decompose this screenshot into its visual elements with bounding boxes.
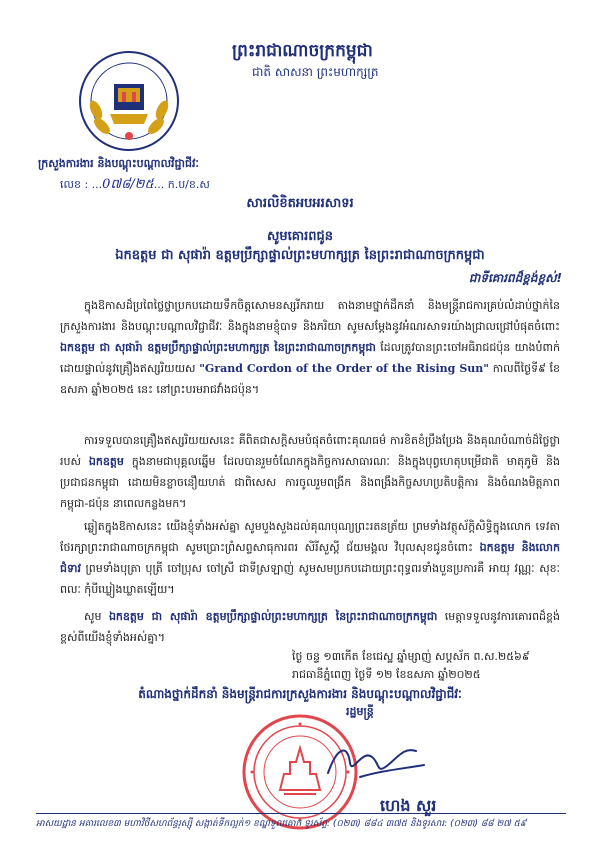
solar-date: រាជធានីភ្នំពេញ ថ្ងៃទី ១២ ខែឧសភា ឆ្នាំ២០២៥ [292, 668, 481, 681]
greeting: ជាទីគោរពដ៏ខ្ពង់ខ្ពស់! [468, 271, 562, 285]
paragraph-4 [60, 606, 560, 648]
signatory-name: ហេង សួរ [380, 796, 437, 815]
footer-divider [36, 813, 566, 814]
p2-text-b: ក្នុងនាមជាបុគ្គលឆ្នើម ដែលបានរួមចំណែកក្នុងកិច្ចការសាធារណៈ និងក្នុងបុព្វហេតុបម្រើជាតិ មាតុភូមិ និងប្រជាជនកម្ពុជា ដោយមិនខ្លាចនឿយហត់ ជាពិសេស ការចូលរួមពង្រីក និងពង្រឹងកិច្ចសហប្រតិបត្តិការ និងចំណងមិត្តភាពកម្ពុជា-ជប៉ុន នាពេលកន្លងមក។ [60, 455, 561, 510]
p1-recipient-name: ឯកឧត្តម ជា សុផារ៉ា ឧត្តមប្រឹក្សាផ្ទាល់ព្រះមហាក្សត្រ នៃព្រះរាជាណាចក្រកម្ពុជា [60, 341, 376, 354]
p1-text-c: កាលពីថ្ងៃទី៩ ខែឧសភា ឆ្នាំ២០២៥ នេះ នៅព្រះបរមរាជវាំងជប៉ុន។ [60, 362, 560, 396]
reference-line: លេខ : ...0៧៨/២៥... ក.ប/ខ.ស [60, 177, 210, 192]
reference-suffix: ក.ប/ខ.ស [167, 178, 210, 191]
p1-text-b: ដែលត្រូវបានព្រះចៅអធិរាជជប៉ុន យាងបំពាក់ដោយផ្ទាល់នូវគ្រឿងឥស្សរិយយស [60, 341, 560, 375]
footer-address: អាសយដ្ឋាន អគារលេខ៣ មហាវិថីសហព័ន្ធរុស្ស៊ី សង្កាត់ទឹកល្អក់១ ខណ្ឌទួលគោក ទូរស័ព្ទ: (០២៣) ៨៨៤ ៣៧៥ និងទូរសារ: (០២៣) ៨៨ ២៧ ៥៩ [36, 819, 527, 829]
p4-text-b: មេត្តាទទួលនូវការគោរពដ៏ខ្ពង់ខ្ពស់ពីយើងខ្ញុំទាំងអស់គ្នា។ [60, 610, 561, 644]
reference-label: លេខ : [60, 178, 89, 191]
recipient-line: ឯកឧត្តម ជា សុផារ៉ា ឧត្តមប្រឹក្សាផ្ទាល់ព្រះមហាក្សត្រ នៃព្រះរាជាណាចក្រកម្ពុជា [115, 248, 485, 263]
handwritten-signature [320, 735, 430, 785]
p2-text-a: ការទទួលបានគ្រឿងឥស្សរិយយសនេះ គឺពិតជាសក្តិសមបំផុតចំពោះគុណធម៌ ការខិតខំប្រឹងប្រែង និងគុណបំណាច់ដ៏ថ្លៃថ្លារបស់ [60, 434, 560, 468]
signature-header: តំណាងថ្នាក់ដឹកនាំ និងមន្ត្រីរាជការក្រសួងការងារ និងបណ្តុះបណ្តាលវិជ្ជាជីវៈ [138, 687, 462, 701]
p3-text-a: ឆ្លៀតក្នុងឱកាសនេះ យើងខ្ញុំទាំងអស់គ្នា សូមបួងសួងដល់គុណបុណ្យព្រះរតនត្រ័យ ព្រមទាំងវត្ថុស័ក្តិសិទ្ធិក្នុងលោក ទេវតាថែរក្សាព្រះរាជាណាចក្រកម្ពុជា សូមប្រោះព្រំសព្ទសាធុការពរ សិរីសួស្តី ជ័យមង្គល វិបុលសុខជូនចំពោះ [60, 520, 560, 554]
minister-title: រដ្ឋមន្ត្រី [346, 705, 374, 718]
ministry-logo [78, 50, 180, 152]
lunar-date: ថ្ងៃ ចន្ទ ១៣កើត ខែជេស្ឋ ឆ្នាំម្សាញ់ សប្តស័ក ព.ស.២៥៦៩ [292, 650, 530, 663]
kingdom-title: ព្រះរាជាណាចក្រកម្ពុជា [232, 41, 373, 61]
paragraph-3 [60, 516, 560, 600]
paragraph-2 [60, 430, 560, 514]
p4-recipient-name: ឯកឧត្តម ជា សុផារ៉ា ឧត្តមប្រឹក្សាផ្ទាល់ព្រះមហាក្សត្រ នៃព្រះរាជាណាចក្រកម្ពុជា [108, 610, 438, 623]
paragraph-1 [60, 295, 560, 400]
p3-text-b: ព្រមទាំងបុត្រា បុត្រី ចៅប្រុស ចៅស្រី ជាទីស្រឡាញ់ សូមសមប្រកបដោយព្រះពុទ្ធពរទាំងបួនប្រការគឺ អាយុ វណ្ណៈ សុខៈ ពលៈ កុំបីឃ្លៀងឃ្លាតឡើយ។ [60, 562, 561, 596]
document-title: សារលិខិតអបអរសាទរ [246, 196, 354, 211]
ministry-name: ក្រសួងការងារ និងបណ្តុះបណ្តាលវិជ្ជាជីវៈ [38, 157, 199, 170]
national-motto: ជាតិ សាសនា ព្រះមហាក្សត្រ [252, 65, 379, 79]
p3-recipient-name: ឯកឧត្តម និងលោកជំទាវ [60, 541, 560, 575]
award-name: "Grand Cordon of the Order of the Rising Sun" [199, 362, 490, 375]
p2-recipient-name: ឯកឧត្តម [88, 455, 124, 468]
respect-line: សូមគោរពជូន [266, 229, 333, 244]
p4-text-a: សូម [84, 610, 102, 623]
reference-number: 0៧៨/២៥ [102, 177, 154, 192]
p1-text-a: ក្នុងឱកាសដ៏ប្រពៃថ្លៃថ្លាប្រកបដោយទឹកចិត្តសោមនស្សរីករាយ តាងនាមថ្នាក់ដឹកនាំ និងមន្ត្រីរាជការគ្រប់លំដាប់ថ្នាក់នៃក្រសួងការងារ និងបណ្តុះបណ្តាលវិជ្ជាជីវៈ និងក្នុងនាមខ្ញុំបាទ និងភរិយា សូមសម្តែងនូវអំណរសាទរយ៉ាងជ្រាលជ្រៅបំផុតចំពោះ [60, 299, 560, 333]
